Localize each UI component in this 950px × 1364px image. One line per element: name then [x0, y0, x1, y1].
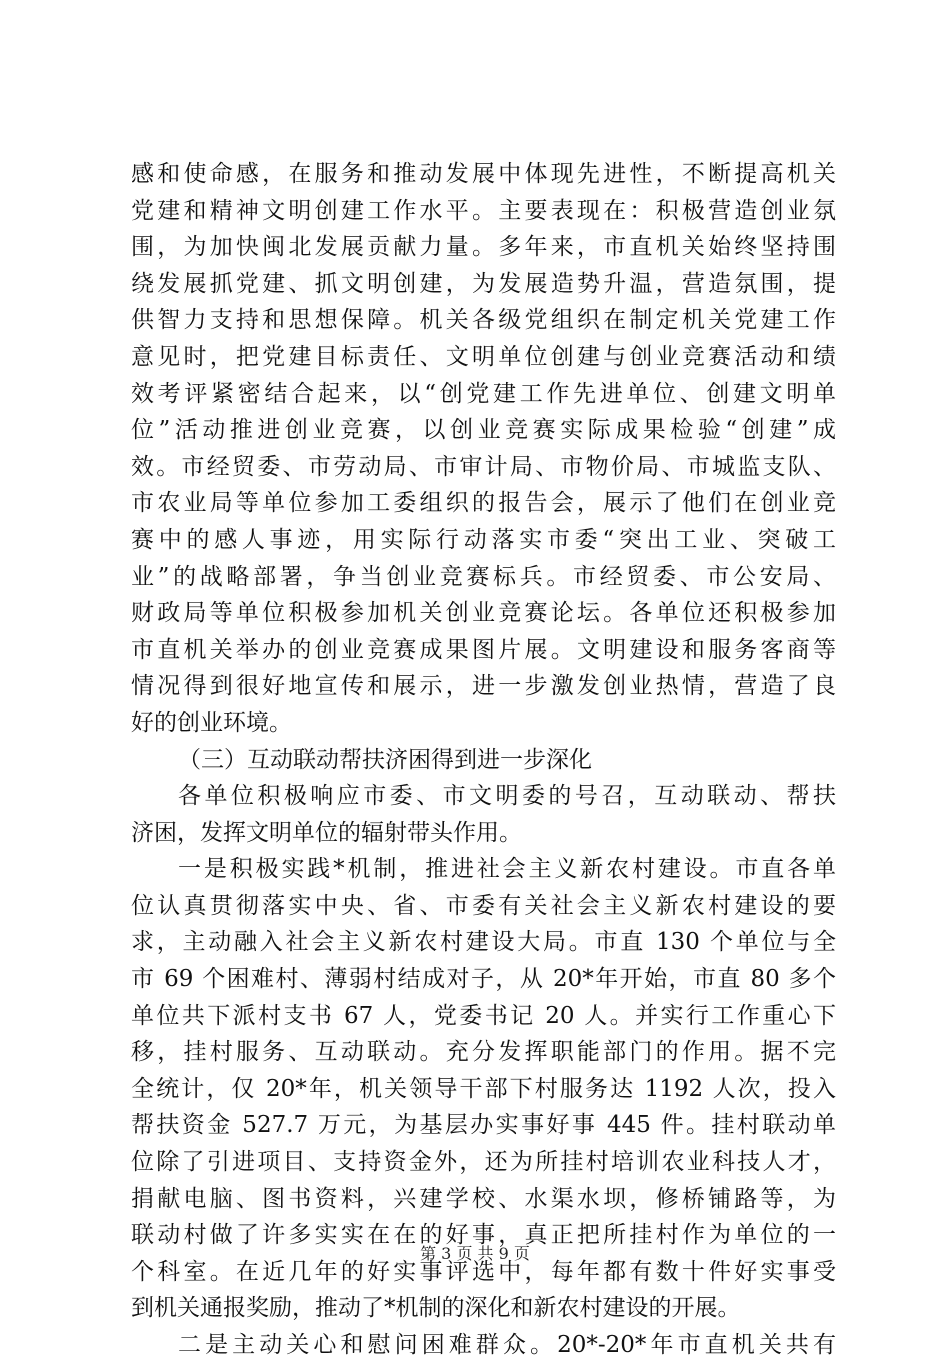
text-line: 财政局等单位积极参加机关创业竞赛论坛。各单位还积极参加	[131, 600, 836, 627]
text-line: 求，主动融入社会主义新农村建设大局。市直 130 个单位与全	[131, 929, 836, 956]
text-line: 二是主动关心和慰问困难群众。20*-20*年市直机关共有	[178, 1332, 836, 1358]
text-line: 业”的战略部署，争当创业竞赛标兵。市经贸委、市公安局、	[131, 563, 836, 590]
text-line: 单位共下派村支书 67 人，党委书记 20 人。并实行工作重心下	[131, 1002, 836, 1029]
text-line: 济困，发挥文明单位的辐射带头作用。	[131, 819, 522, 846]
text-line: 一是积极实践*机制，推进社会主义新农村建设。市直各单	[178, 856, 836, 883]
text-line: 党建和精神文明创建工作水平。主要表现在：积极营造创业氛	[131, 197, 836, 224]
text-line: 意见时，把党建目标责任、文明单位创建与创业竞赛活动和绩	[131, 343, 836, 370]
text-line: 到机关通报奖励，推动了*机制的深化和新农村建设的开展。	[131, 1295, 741, 1322]
text-line: 位除了引进项目、支持资金外，还为所挂村培训农业科技人才，	[131, 1149, 836, 1176]
text-line: 捐献电脑、图书资料，兴建学校、水渠水坝，修桥铺路等，为	[131, 1185, 836, 1212]
section-heading: （三）互动联动帮扶济困得到进一步深化	[178, 746, 592, 773]
text-line: 全统计，仅 20*年，机关领导干部下村服务达 1192 人次，投入	[131, 1075, 836, 1102]
text-line: 效。市经贸委、市劳动局、市审计局、市物价局、市城监支队、	[131, 453, 836, 480]
text-line: 感和使命感，在服务和推动发展中体现先进性，不断提高机关	[131, 161, 836, 187]
text-line: 各单位积极响应市委、市文明委的号召，互动联动、帮扶	[178, 783, 836, 810]
document-body	[131, 156, 836, 1364]
page-number-footer: 第 3 页 共 9 页	[420, 1244, 530, 1263]
text-line: 位认真贯彻落实中央、省、市委有关社会主义新农村建设的要	[131, 892, 836, 919]
text-line: 市农业局等单位参加工委组织的报告会，展示了他们在创业竞	[131, 490, 836, 517]
text-line: 移，挂村服务、互动联动。充分发挥职能部门的作用。据不完	[131, 1039, 836, 1066]
text-line: 绕发展抓党建、抓文明创建，为发展造势升温，营造氛围，提	[131, 270, 836, 297]
text-line: 赛中的感人事迹，用实际行动落实市委“突出工业、突破工	[131, 526, 836, 553]
text-line: 联动村做了许多实实在在的好事，真正把所挂村作为单位的一	[131, 1222, 836, 1249]
text-line: 个科室。在近几年的好实事评选中，每年都有数十件好实事受	[131, 1258, 836, 1285]
text-line: 供智力支持和思想保障。机关各级党组织在制定机关党建工作	[131, 307, 836, 334]
text-line: 帮扶资金 527.7 万元，为基层办实事好事 445 件。挂村联动单	[131, 1112, 836, 1139]
text-line: 位”活动推进创业竞赛，以创业竞赛实际成果检验“创建”成	[131, 417, 836, 444]
text-line: 市 69 个困难村、薄弱村结成对子，从 20*年开始，市直 80 多个	[131, 966, 836, 993]
text-line: 情况得到很好地宣传和展示，进一步激发创业热情，营造了良	[131, 673, 836, 700]
text-line: 好的创业环境。	[131, 709, 292, 736]
text-line: 市直机关举办的创业竞赛成果图片展。文明建设和服务客商等	[131, 636, 836, 663]
text-line: 围，为加快闽北发展贡献力量。多年来，市直机关始终坚持围	[131, 234, 836, 261]
text-line: 效考评紧密结合起来，以“创党建工作先进单位、创建文明单	[131, 380, 836, 407]
